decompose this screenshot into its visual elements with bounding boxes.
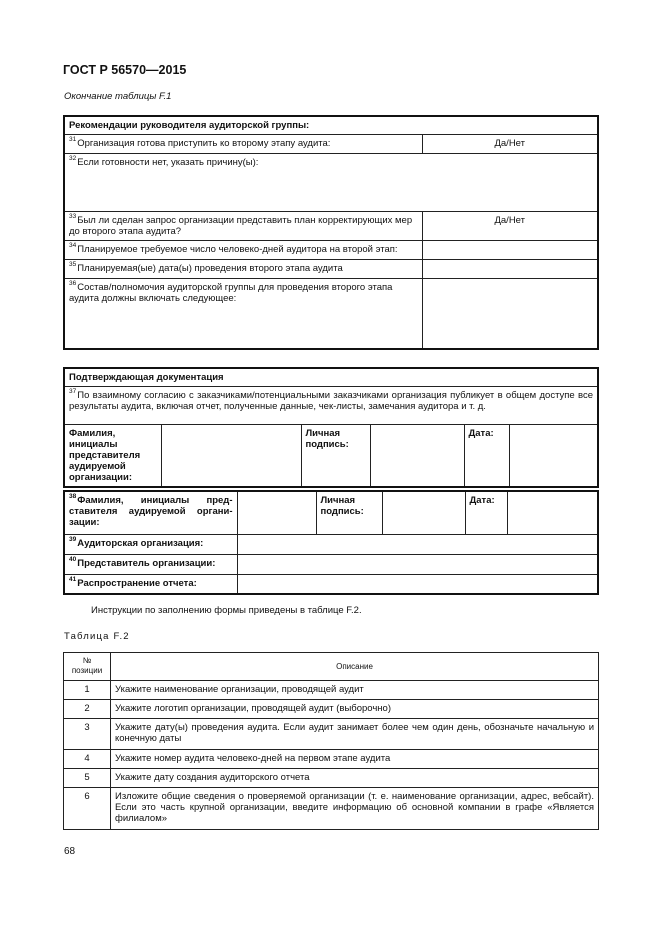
row-38-label (64, 491, 237, 534)
row-38-signature-field[interactable] (382, 491, 465, 534)
row-41-label (64, 574, 237, 594)
row-desc: Укажите наименование организации, проводящей аудит (111, 681, 599, 700)
row-text: Планируемое требуемое число человеко-дней аудитора на второй этап: (77, 244, 398, 255)
representative-name-label: Фамилия, инициалы представителя аудируемой организации: (64, 425, 161, 488)
table-f2-caption: Таблица F.2 (64, 631, 130, 642)
table-continuation-caption: Окончание таблицы F.1 (64, 91, 172, 102)
row-39-label (64, 534, 237, 554)
row-37 (64, 387, 598, 425)
row-text: Аудиторская организация: (77, 537, 204, 549)
row-35 (64, 260, 422, 279)
row-number: 38 (69, 493, 77, 500)
row-number: 37 (69, 388, 77, 395)
row-num: 2 (64, 700, 111, 719)
row-number: 40 (69, 555, 77, 563)
table-row (64, 719, 599, 750)
document-standard-header: ГОСТ Р 56570—2015 (63, 63, 187, 77)
table-row (64, 750, 599, 769)
row-desc: Изложите общие сведения о проверяемой организации (т. е. наименование организации, адрес, вебсайт). Если это часть крупной организации, введите информацию об основной компании в графе «Является филиалом» (111, 788, 599, 830)
row-34 (64, 241, 422, 260)
row-text: Планируемая(ые) дата(ы) проведения второго этапа аудита (77, 263, 343, 274)
row-31 (64, 135, 422, 154)
instructions-text: Инструкции по заполнению формы приведены в таблице F.2. (91, 605, 362, 616)
col-header-num: № позиции (64, 653, 111, 681)
row-number: 36 (69, 280, 77, 287)
recommendations-table (63, 115, 599, 350)
supporting-docs-table (63, 367, 599, 488)
row-31-answer[interactable]: Да/Нет (422, 135, 598, 154)
row-number: 34 (69, 242, 77, 249)
page-number: 68 (64, 846, 76, 857)
table-row (64, 788, 599, 830)
recommendations-title: Рекомендации руководителя аудиторской группы: (64, 116, 598, 135)
row-text: Фамилия, инициалы представителя аудируемой организации: (69, 495, 233, 528)
row-number: 31 (69, 136, 77, 143)
row-number: 39 (69, 535, 77, 543)
col-header-desc: Описание (111, 653, 599, 681)
row-desc: Укажите логотип организации, проводящей аудит (выборочно) (111, 700, 599, 719)
row-33-answer[interactable]: Да/Нет (422, 212, 598, 241)
row-num: 6 (64, 788, 111, 830)
table-row (64, 681, 599, 700)
row-text: Распространение отчета: (77, 577, 197, 589)
signature-field[interactable] (370, 425, 464, 488)
row-33 (64, 212, 422, 241)
row-32[interactable] (64, 154, 598, 212)
date-field[interactable] (509, 425, 598, 488)
row-36-answer[interactable] (422, 279, 598, 349)
table-row (64, 700, 599, 719)
row-num: 4 (64, 750, 111, 769)
table-row (64, 769, 599, 788)
table-f2 (63, 652, 599, 830)
row-number: 41 (69, 575, 77, 583)
row-num: 1 (64, 681, 111, 700)
representative-name-field[interactable] (161, 425, 301, 488)
row-text: Организация готова приступить ко второму этапу аудита: (77, 138, 331, 149)
row-desc: Укажите дату создания аудиторского отчета (111, 769, 599, 788)
row-text: Представитель организации: (77, 557, 216, 569)
row-text: Состав/полномочия аудиторской группы для проведения второго этапа аудита должны включать следующее: (69, 282, 393, 304)
row-text: По взаимному согласию с заказчиками/потенциальными заказчиками организация публикует в общем доступе все результаты аудита, включая отчет, полученные данные, чек-листы, замечания аудитора и т. д. (69, 390, 593, 412)
signature-label: Личная подпись: (301, 425, 370, 488)
row-number: 35 (69, 261, 77, 268)
row-40-label (64, 554, 237, 574)
row-35-answer[interactable] (422, 260, 598, 279)
row-number: 33 (69, 213, 77, 220)
row-num: 3 (64, 719, 111, 750)
row-text: Был ли сделан запрос организации представить план корректирующих мер до второго этапа аудита? (69, 215, 413, 237)
row-41-field[interactable] (237, 574, 598, 594)
row-40-field[interactable] (237, 554, 598, 574)
row-num: 5 (64, 769, 111, 788)
row-38-date-label: Дата: (465, 491, 507, 534)
row-36 (64, 279, 422, 349)
row-38-signature-label: Личная подпись: (316, 491, 382, 534)
row-desc: Укажите дату(ы) проведения аудита. Если аудит занимает более чем один день, обозначьте начальную и конечную даты (111, 719, 599, 750)
row-38-name-field[interactable] (237, 491, 316, 534)
row-desc: Укажите номер аудита человеко-дней на первом этапе аудита (111, 750, 599, 769)
row-34-answer[interactable] (422, 241, 598, 260)
supporting-docs-title: Подтверждающая документация (64, 368, 598, 387)
audit-org-table (63, 490, 599, 595)
row-text: Если готовности нет, указать причину(ы): (77, 157, 259, 168)
row-39-field[interactable] (237, 534, 598, 554)
row-38-date-field[interactable] (507, 491, 598, 534)
row-number: 32 (69, 155, 77, 162)
date-label: Дата: (464, 425, 509, 488)
